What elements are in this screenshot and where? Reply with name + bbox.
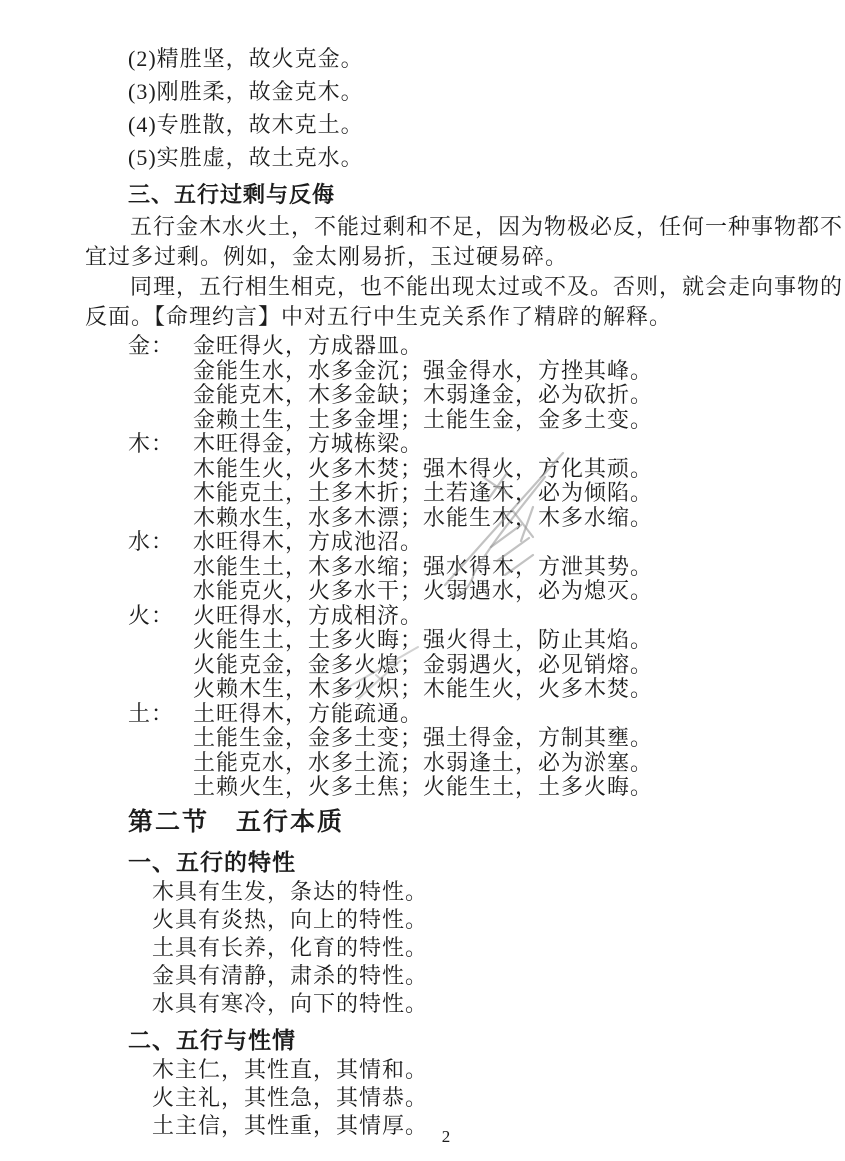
- element-line: 水能克火，火多水干；火弱遇水，必为熄灭。: [193, 578, 654, 603]
- list-item: (3)刚胜柔，故金克木。: [128, 79, 364, 104]
- trait-line: 水具有寒冷，向下的特性。: [152, 990, 429, 1016]
- element-line: 水能生土，木多水缩；强水得木，方泄其势。: [193, 553, 654, 579]
- element-definition-list: [128, 334, 807, 800]
- list-item: (4)专胜散，故木克土。: [128, 112, 364, 137]
- numbered-list: [128, 42, 807, 174]
- paragraph-line: 反面。【命理约言】中对五行中生克关系作了精辟的解释。: [85, 304, 673, 329]
- subsection-heading-traits: 一、五行的特性: [128, 849, 296, 875]
- personality-line: 木主仁，其性直，其情和。: [152, 1056, 429, 1082]
- trait-line: 木具有生发，条达的特性。: [152, 878, 429, 904]
- paragraph-line: 五行金木水火土，不能过剩和不足，因为物极必反，任何一种事物都不: [130, 214, 844, 239]
- element-line: 木能生火，火多木焚；强木得火，方化其顽。: [193, 455, 654, 481]
- chapter-heading: 第二节 五行本质: [128, 808, 345, 836]
- element-line: 金能生水，水多金沉；强金得水，方挫其峰。: [193, 357, 654, 383]
- paragraph-line: 同理，五行相生相克，也不能出现太过或不及。否则，就会走向事物的: [130, 274, 844, 299]
- element-line: 火能生土，土多火晦；强火得土，防止其焰。: [193, 627, 654, 652]
- element-row-wood: [128, 432, 807, 530]
- trait-line: 火具有炎热，向上的特性。: [152, 906, 429, 932]
- element-row-metal: [128, 334, 807, 432]
- element-row-fire: [128, 604, 807, 702]
- subsection-heading-personality: 二、五行与性情: [128, 1027, 296, 1053]
- element-line: 木能克土，土多木折；土若逢木，必为倾陷。: [193, 480, 654, 505]
- element-line: 水旺得木，方成池沼。: [193, 529, 424, 554]
- element-row-earth: [128, 702, 807, 800]
- element-row-water: [128, 530, 807, 604]
- element-line: 金旺得火，方成器皿。: [193, 333, 424, 358]
- traits-list: [152, 878, 807, 1018]
- section-heading-overflow: 三、五行过剩与反侮: [128, 182, 336, 207]
- element-line: 火旺得水，方成相济。: [193, 602, 424, 628]
- element-line: 火能克金，金多火熄；金弱遇火，必见销熔。: [193, 651, 654, 677]
- element-label: 金：: [128, 333, 175, 358]
- element-label: 水：: [128, 529, 175, 554]
- element-line: 土旺得木，方能疏通。: [193, 700, 424, 726]
- section-paragraphs: [85, 212, 844, 332]
- page-number: 2: [441, 1127, 451, 1146]
- element-line: 木赖水生，水多木漂；水能生木，木多水缩。: [193, 504, 654, 530]
- element-label: 土：: [128, 700, 175, 726]
- element-label: 木：: [128, 431, 175, 456]
- list-item: (2)精胜坚，故火克金。: [128, 46, 364, 71]
- paragraph-line: 宜过多过剩。例如，金太刚易折，玉过硬易碎。: [85, 244, 569, 269]
- element-line: 土能生金，金多土变；强土得金，方制其壅。: [193, 725, 654, 750]
- personality-line: 土主信，其性重，其情厚。: [152, 1112, 429, 1138]
- list-item: (5)实胜虚，故土克水。: [128, 145, 364, 170]
- trait-line: 土具有长养，化育的特性。: [152, 934, 429, 960]
- element-line: 火赖木生，木多火炽；木能生火，火多木焚。: [193, 676, 654, 701]
- element-line: 木旺得金，方城栋梁。: [193, 431, 424, 456]
- element-line: 金能克木，木多金缺；木弱逢金，必为砍折。: [193, 382, 654, 407]
- element-label: 火：: [128, 602, 175, 628]
- trait-line: 金具有清静，肃杀的特性。: [152, 962, 429, 988]
- personality-line: 火主礼，其性急，其情恭。: [152, 1084, 429, 1110]
- element-line: 金赖土生，土多金埋；土能生金，金多土变。: [193, 406, 654, 432]
- element-line: 土赖火生，火多土焦；火能生土，土多火晦。: [193, 774, 654, 799]
- element-line: 土能克水，水多土流；水弱逢土，必为淤塞。: [193, 749, 654, 775]
